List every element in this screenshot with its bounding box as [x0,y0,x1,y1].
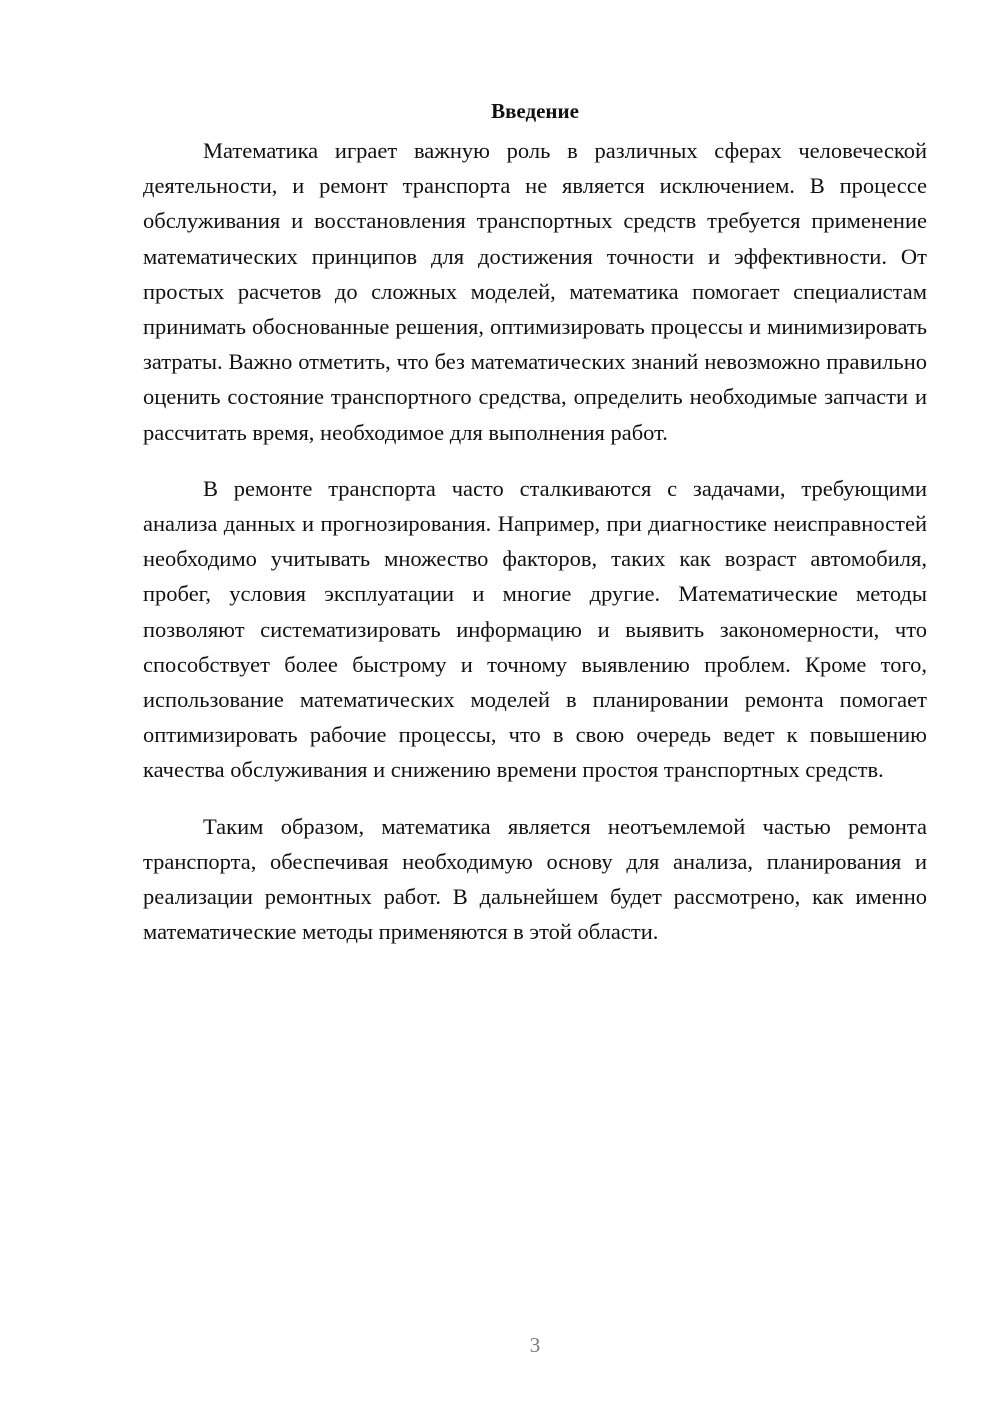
paragraph-1: Математика играет важную роль в различных сферах человеческой деятельности, и ремонт транспорта не является исключением. В процессе обслуживания и восстановления транспортных средств требуется применение математических принципов для достижения точности и эффективности. От простых расчетов до сложных моделей, математика помогает специалистам принимать обоснованные решения, оптимизировать процессы и минимизировать затраты. Важно отметить, что без математических знаний невозможно правильно оценить состояние транспортного средства, определить необходимые запчасти и рассчитать время, необходимое для выполнения работ. [143,138,927,445]
paragraph-2: В ремонте транспорта часто сталкиваются с задачами, требующими анализа данных и прогнозирования. Например, при диагностике неисправностей необходимо учитывать множество факторов, таких как возраст автомобиля, пробег, условия эксплуатации и многие другие. Математические методы позволяют систематизировать информацию и выявить закономерности, что способствует более быстрому и точному выявлению проблем. Кроме того, использование математических моделей в планировании ремонта помогает оптимизировать рабочие процессы, что в свою очередь ведет к повышению качества обслуживания и снижению времени простоя транспортных средств. [143,475,927,783]
paragraph-3: Таким образом, математика является неотъемлемой частью ремонта транспорта, обеспечивая необходимую основу для анализа, планирования и реализации ремонтных работ. В дальнейшем будет рассмотрено, как именно математические методы применяются в этой области. [143,813,927,945]
document-body [143,96,927,970]
page-number: 3 [529,1333,541,1357]
page-title: Введение [491,99,579,123]
